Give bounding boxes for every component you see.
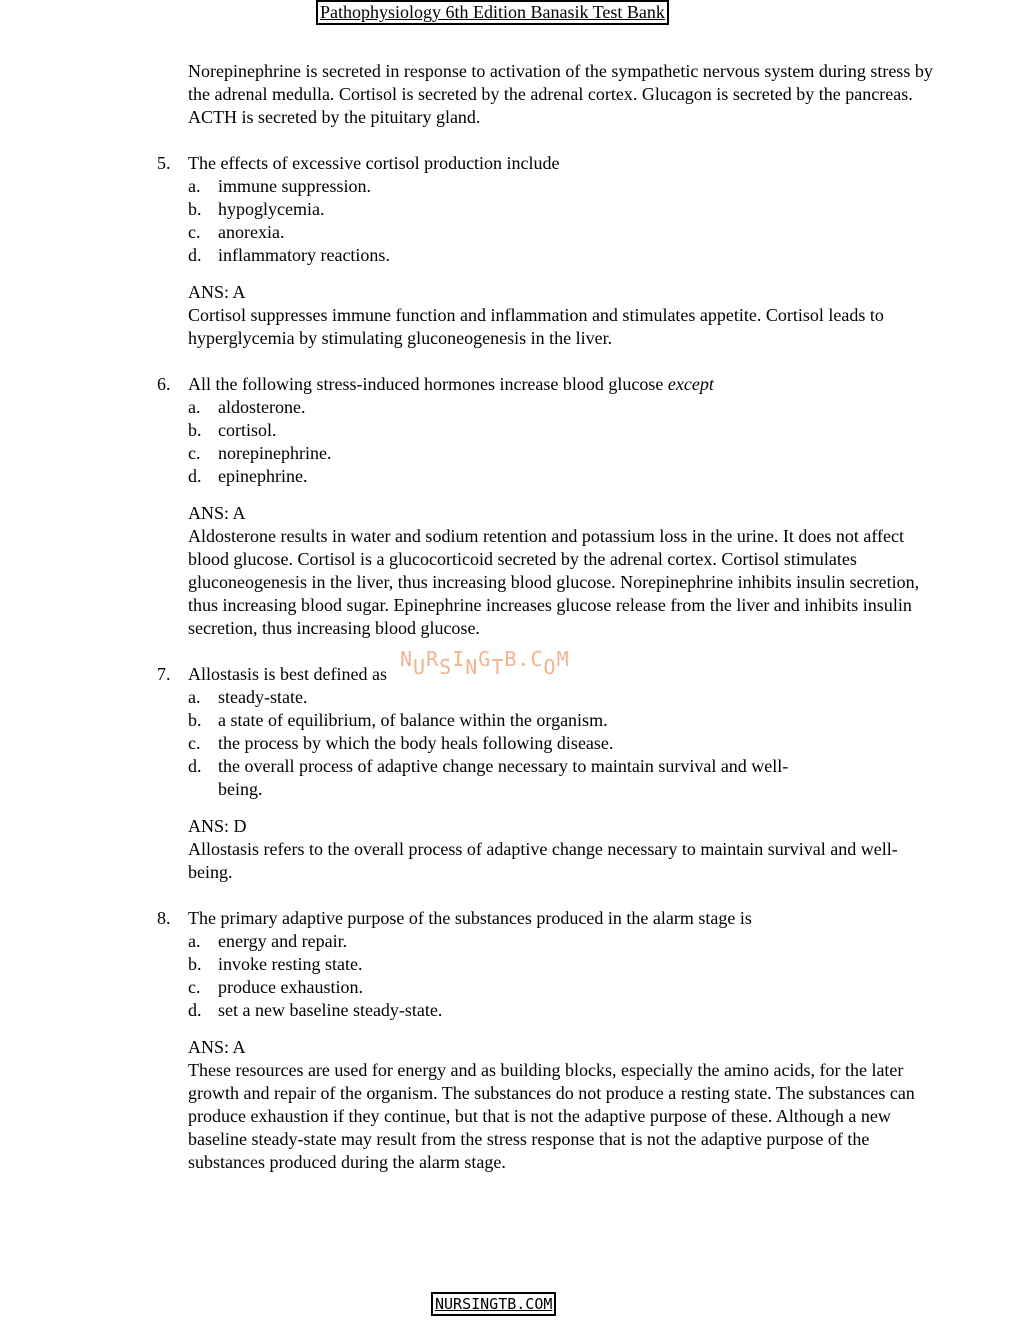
watermark-letter: O <box>543 655 557 679</box>
question-5 <box>157 152 938 350</box>
answer-line <box>188 281 938 304</box>
option-text: the process by which the body heals following disease. <box>218 733 614 753</box>
answer-label: ANS: <box>188 503 230 523</box>
option-text: a state of equilibrium, of balance within the organism. <box>218 710 608 730</box>
question-number: 8. <box>157 908 171 928</box>
option-letter: d. <box>188 756 202 776</box>
option-text: invoke resting state. <box>218 954 363 974</box>
option-letter: c. <box>188 222 201 242</box>
option-letter: b. <box>188 710 202 730</box>
option-letter: d. <box>188 466 202 486</box>
option-letter: c. <box>188 733 201 753</box>
question-8 <box>157 907 938 1174</box>
watermark-letter: U <box>413 655 427 679</box>
option-b <box>188 953 938 976</box>
option-text: epinephrine. <box>218 466 308 486</box>
watermark-letter: G <box>478 647 492 671</box>
option-c <box>188 221 938 244</box>
answer-value: D <box>233 816 247 836</box>
option-text: steady-state. <box>218 687 308 707</box>
question-7 <box>157 663 938 884</box>
option-letter: b. <box>188 199 202 219</box>
watermark-letter: R <box>426 647 440 671</box>
option-letter: a. <box>188 397 201 417</box>
answer-line <box>188 502 938 525</box>
question-stem-emphasis: except <box>667 374 714 394</box>
option-b <box>188 709 938 732</box>
option-c <box>188 442 938 465</box>
option-letter: d. <box>188 1000 202 1020</box>
answer-line <box>188 1036 938 1059</box>
option-letter: a. <box>188 931 201 951</box>
option-text: inflammatory reactions. <box>218 245 390 265</box>
option-a <box>188 396 938 419</box>
option-b <box>188 419 938 442</box>
answer-value: A <box>232 503 246 523</box>
option-text: norepinephrine. <box>218 443 332 463</box>
watermark-letter: N <box>400 647 414 671</box>
watermark-letter: S <box>439 655 453 679</box>
option-list <box>188 930 938 1022</box>
answer-explanation: These resources are used for energy and as building blocks, especially the amino acids, for the later growth and repair of the organism. The substances do not produce a resting state. The substances can produce exhaustion if they continue, but that is not the adaptive purpose of these. Although a new baseline steady-state may result from the stress response that is not the adaptive purpose of the substances produced during the alarm stage. <box>188 1060 915 1172</box>
watermark <box>400 647 570 679</box>
option-letter: b. <box>188 954 202 974</box>
question-stem: Allostasis is best defined as <box>188 664 387 684</box>
option-a <box>188 686 938 709</box>
option-letter: d. <box>188 245 202 265</box>
question-number: 6. <box>157 374 171 394</box>
option-d <box>188 244 938 267</box>
answer-value: A <box>232 1037 246 1057</box>
option-d <box>188 465 938 488</box>
option-b <box>188 198 938 221</box>
option-text: hypoglycemia. <box>218 199 325 219</box>
question-stem: The primary adaptive purpose of the substances produced in the alarm stage is <box>188 908 752 928</box>
option-a <box>188 175 938 198</box>
option-text: the overall process of adaptive change necessary to maintain survival and well-being. <box>218 756 789 799</box>
question-6 <box>157 373 938 640</box>
option-d <box>188 755 818 801</box>
option-a <box>188 930 938 953</box>
answer-explanation: Allostasis refers to the overall process of adaptive change necessary to maintain survival and well-being. <box>188 839 898 882</box>
question-number: 7. <box>157 664 171 684</box>
answer-label: ANS: <box>188 816 230 836</box>
option-d <box>188 999 938 1022</box>
option-letter: c. <box>188 977 201 997</box>
option-letter: a. <box>188 176 201 196</box>
watermark-letter: . <box>517 647 531 671</box>
option-text: cortisol. <box>218 420 277 440</box>
question-stem-text: All the following stress-induced hormones increase blood glucose <box>188 374 664 394</box>
watermark-letter: N <box>465 655 479 679</box>
footer-link[interactable]: NURSINGTB.COM <box>431 1292 556 1316</box>
question-stem <box>188 373 938 396</box>
document-body <box>157 60 938 1174</box>
page-header: Pathophysiology 6th Edition Banasik Test Bank <box>316 0 669 25</box>
watermark-letter: C <box>530 647 544 671</box>
option-c <box>188 732 938 755</box>
watermark-letter: I <box>452 647 466 671</box>
answer-line <box>188 815 938 838</box>
answer-label: ANS: <box>188 282 230 302</box>
answer-explanation: Aldosterone results in water and sodium retention and potassium loss in the urine. It does not affect blood glucose. Cortisol is a glucocorticoid secreted by the adrenal cortex. Cortisol stimulates gluconeogenesis in the liver, thus increasing blood glucose. Norepinephrine inhibits insulin secretion, thus increasing blood sugar. Epinephrine increases glucose release from the liver and inhibits insulin secretion, thus increasing blood glucose. <box>188 526 920 638</box>
option-list <box>188 686 938 801</box>
answer-explanation: Cortisol suppresses immune function and inflammation and stimulates appetite. Cortisol leads to hyperglycemia by stimulating gluconeogenesis in the liver. <box>188 305 884 348</box>
option-c <box>188 976 938 999</box>
answer-value: A <box>232 282 246 302</box>
question-number: 5. <box>157 153 171 173</box>
watermark-letter: T <box>491 655 505 679</box>
option-text: immune suppression. <box>218 176 371 196</box>
option-text: anorexia. <box>218 222 285 242</box>
option-text: set a new baseline steady-state. <box>218 1000 443 1020</box>
option-list <box>188 175 938 267</box>
option-list <box>188 396 938 488</box>
option-text: energy and repair. <box>218 931 348 951</box>
option-text: produce exhaustion. <box>218 977 363 997</box>
question-stem: The effects of excessive cortisol production include <box>188 153 560 173</box>
answer-label: ANS: <box>188 1037 230 1057</box>
option-letter: a. <box>188 687 201 707</box>
option-text: aldosterone. <box>218 397 306 417</box>
option-letter: b. <box>188 420 202 440</box>
option-letter: c. <box>188 443 201 463</box>
watermark-letter: B <box>504 647 518 671</box>
intro-paragraph: Norepinephrine is secreted in response to activation of the sympathetic nervous system during stress by the adrenal medulla. Cortisol is secreted by the adrenal cortex. Glucagon is secreted by the pancreas. ACTH is secreted by the pituitary gland. <box>188 61 933 127</box>
watermark-letter: M <box>556 647 570 671</box>
